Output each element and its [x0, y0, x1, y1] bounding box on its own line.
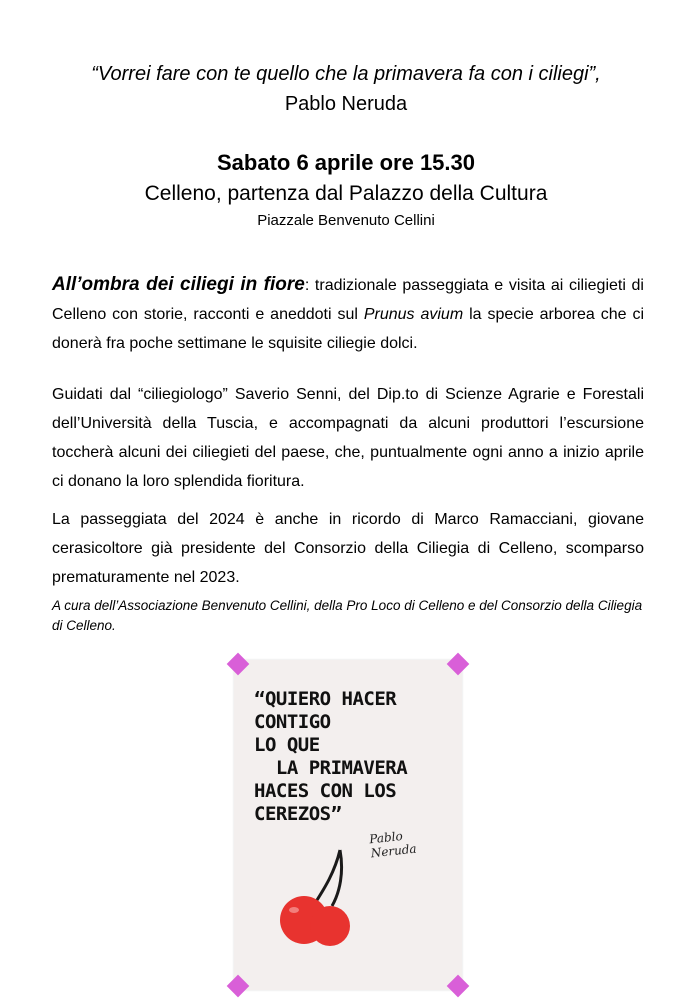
handwritten-poster [234, 660, 462, 990]
organizers-credit: A cura dell’Associazione Benvenuto Cellini, della Pro Loco di Celleno e del Consorzio della Ciliegia di Celleno. [52, 598, 643, 633]
event-location: Celleno, partenza dal Palazzo della Cultura [144, 182, 548, 205]
event-datetime: Sabato 6 aprile ore 15.30 [216, 150, 476, 175]
description-paragraph-2: Guidati dal “ciliegiologo” Saverio Senni, del Dip.to di Scienze Agrarie e Forestali dell’Università della Tuscia, e accompagnati da alcuni produttori l’escursione toccherà alcuni dei ciliegieti del paese, che, puntualmente ogni anno a inizio aprile ci donano la loro splendida fioritura. [52, 386, 644, 490]
cherry-right [310, 906, 350, 946]
quote-author: Pablo Neruda [284, 93, 408, 115]
description-text-b: la specie arborea che ci donerà fra poche settimane le squisite ciliegie dolci. [52, 306, 644, 352]
poster-handwritten-quote: “QUIERO HACER CONTIGO LO QUE LA PRIMAVERA HACES CON LOS CEREZOS” [254, 688, 408, 825]
poster-signature: Pablo Neruda [368, 828, 418, 861]
quote-text: “Vorrei fare con te quello che la primavera fa con i ciliegi”, [91, 63, 601, 85]
description-text-a: : tradizionale passeggiata e visita ai ciliegieti di Celleno con storie, racconti e aneddoti sul [52, 277, 644, 323]
description-paragraph-3: La passeggiata del 2024 è anche in ricordo di Marco Ramacciani, giovane cerasicoltore già presidente del Consorzio della Ciliegia di Celleno, scomparso prematuramente nel 2023. [52, 511, 644, 586]
description-paragraph-1 [52, 270, 644, 358]
cherries-drawing [234, 660, 462, 990]
event-square: Piazzale Benvenuto Cellini [257, 212, 435, 229]
event-name: All’ombra dei ciliegi in fiore [52, 274, 305, 295]
scientific-name: Prunus avium [363, 306, 464, 323]
cherry-highlight [289, 907, 299, 913]
